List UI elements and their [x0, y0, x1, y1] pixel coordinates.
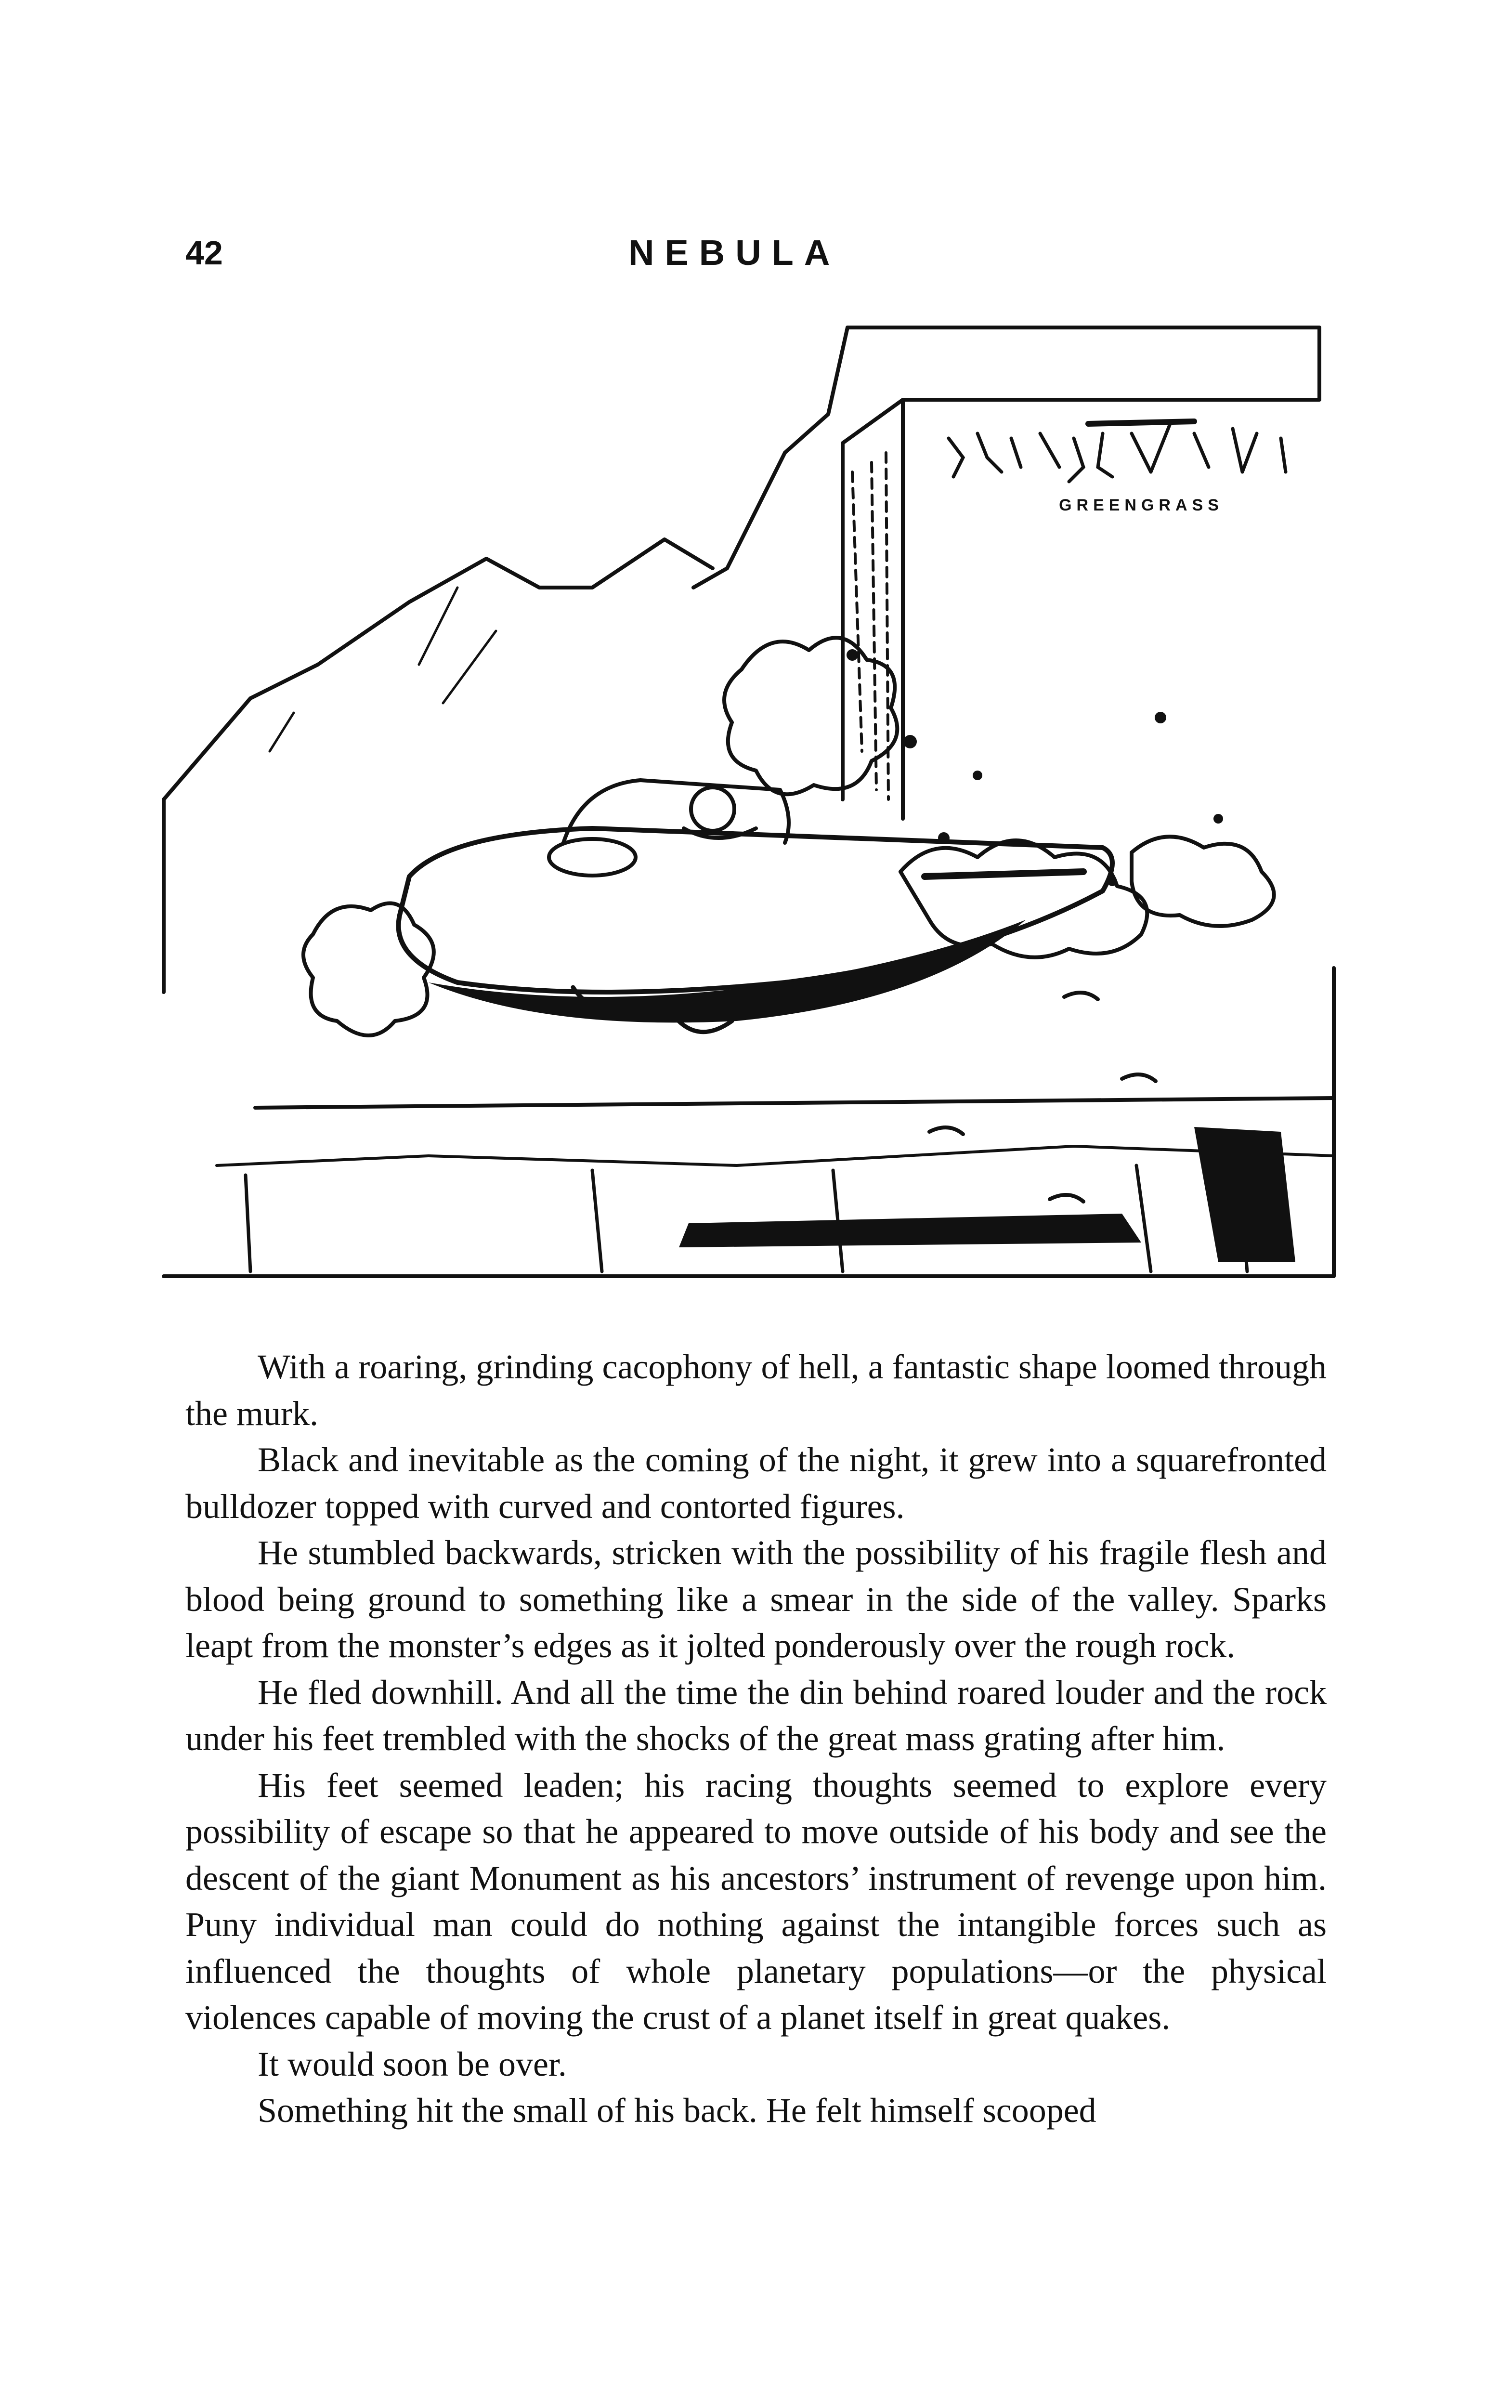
- paragraph: With a roaring, grinding cacophony of hell, a fantastic shape loomed through the murk.: [185, 1348, 1327, 1433]
- flying-debris: [973, 771, 982, 780]
- flying-debris: [938, 832, 950, 844]
- monument-texture: [852, 453, 888, 799]
- page-header: [185, 226, 1346, 279]
- flying-debris: [903, 735, 917, 748]
- pilot-head: [691, 787, 734, 831]
- scattered-rocks: [929, 993, 1156, 1202]
- dust-cloud: [303, 903, 434, 1035]
- mountain-shading: [270, 588, 496, 751]
- flying-debris: [1155, 712, 1166, 723]
- vehicle-stripe: [925, 872, 1083, 877]
- paragraph: He fled downhill. And all the time the din behind roared louder and the rock under his feet trembled with the shocks of the great mass grating after him.: [185, 1673, 1327, 1758]
- body-text: [185, 1344, 1327, 2134]
- paragraph: His feet seemed leaden; his racing thoughts seemed to explore every possibility of escape so that he appeared to move outside of his body and see the descent of the giant Monument as his ancestors’ instrument of revenge upon him. Puny individual man could do nothing against the intangible forces such as influenced the thoughts of whole planetary populations—or the physical violences capable of moving the crust of a planet itself in great quakes.: [185, 1766, 1327, 2037]
- paragraph: Something hit the small of his back. He felt himself scooped: [258, 2091, 1096, 2130]
- vehicle-body: [399, 828, 1113, 992]
- monument-frieze: [949, 421, 1286, 482]
- flying-debris: [847, 649, 858, 661]
- paragraph: He stumbled backwards, stricken with the possibility of his fragile flesh and blood being ground to something like a smear in the side of the valley. Sparks leapt from the monster’s edges as it jolted ponderously over the rough rock.: [185, 1533, 1327, 1665]
- dust-cloud: [1132, 837, 1274, 926]
- frame-diagonal: [693, 327, 847, 588]
- flying-debris: [1108, 877, 1117, 886]
- artist-signature: GREENGRASS: [1059, 496, 1224, 514]
- cliff-shadow: [1194, 1127, 1295, 1262]
- cliff-edge: [217, 1146, 1334, 1165]
- frame-left-line: [164, 766, 193, 992]
- ground-line: [255, 1098, 1334, 1108]
- mountain-ridge: [193, 539, 713, 766]
- dust-cloud: [724, 638, 897, 794]
- bulldozer-monument-illustration: [159, 318, 1343, 1334]
- vehicle-porthole: [549, 839, 636, 876]
- flying-debris: [1213, 814, 1223, 824]
- page-number: 42: [185, 234, 223, 272]
- paragraph: It would soon be over.: [258, 2044, 567, 2083]
- vehicle-shadow: [429, 920, 1026, 1022]
- paragraph: Black and inevitable as the coming of the night, it grew into a squarefronted bulldozer topped with curved and contorted figures.: [185, 1440, 1327, 1526]
- ground-shadow: [679, 1214, 1141, 1247]
- running-head: NEBULA: [628, 233, 841, 273]
- illustration-drawing: [159, 318, 1343, 1334]
